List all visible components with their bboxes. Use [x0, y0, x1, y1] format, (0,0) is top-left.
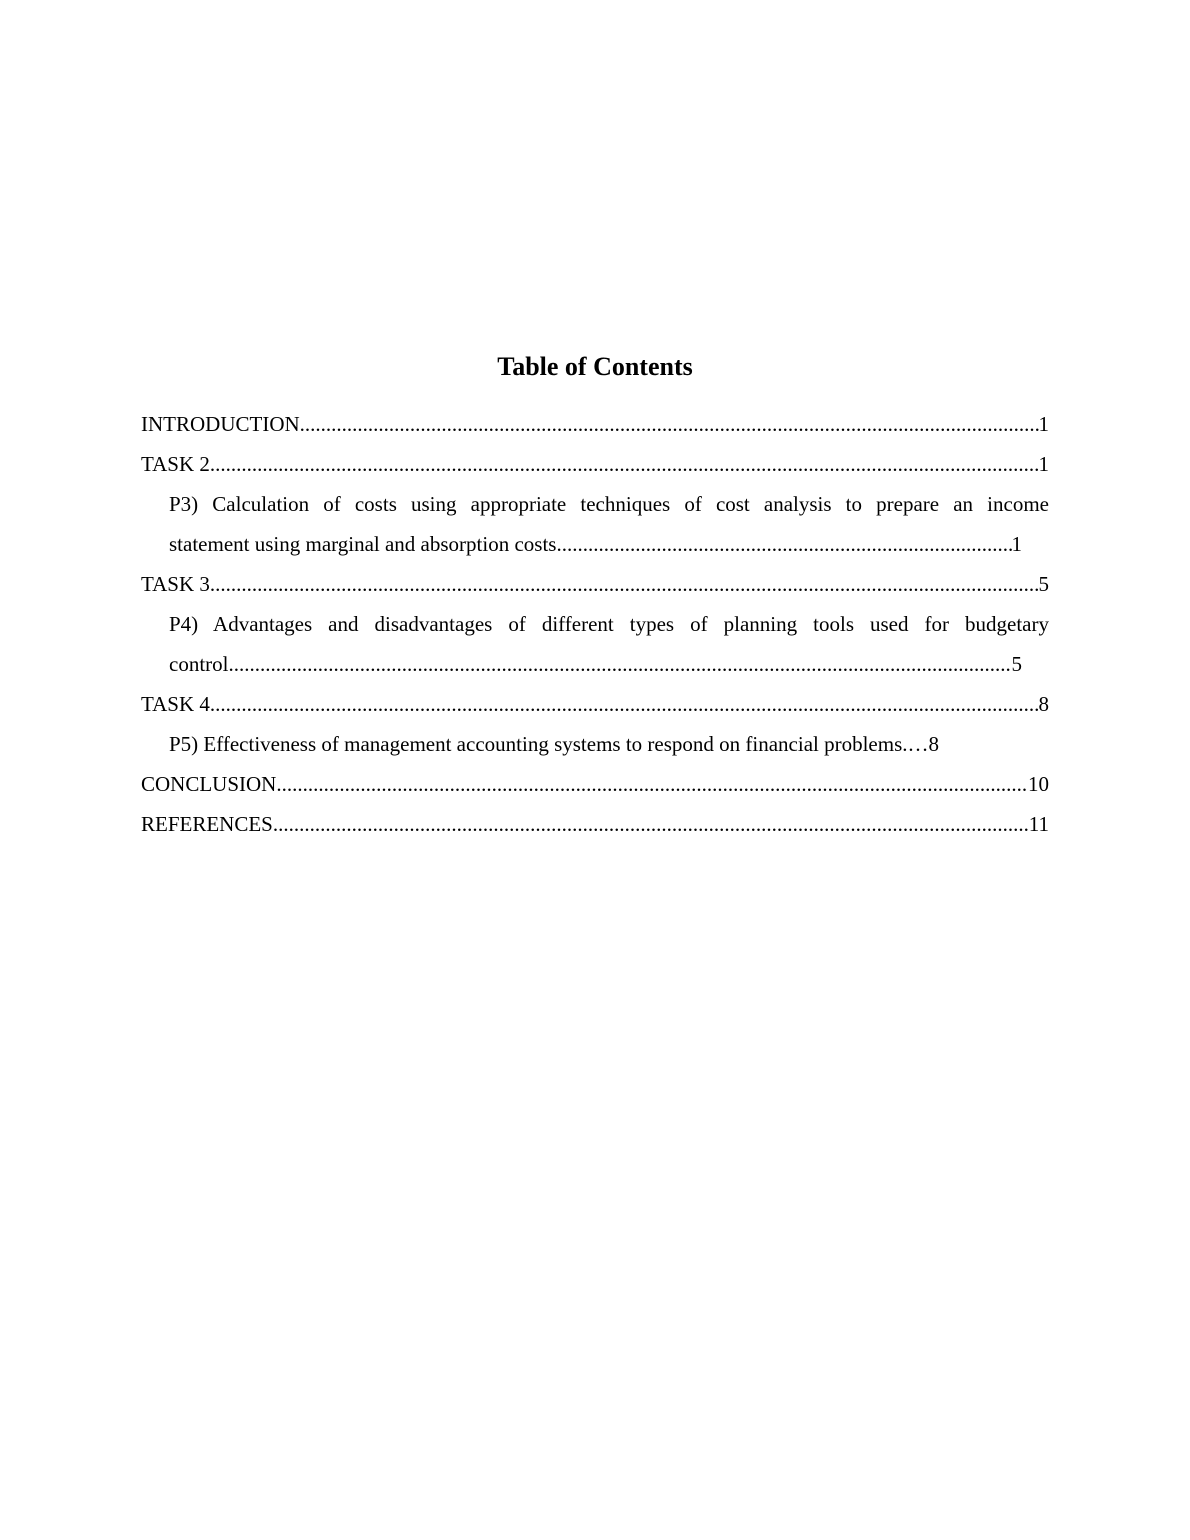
- toc-entry-label-line2-row: [169, 524, 1022, 564]
- toc-entry-label: TASK 4: [141, 692, 210, 716]
- dot-leader: [556, 524, 1011, 564]
- dot-leader: [276, 764, 1028, 804]
- toc-entry-page: 8: [928, 732, 940, 756]
- toc-entry-page: 1: [1038, 412, 1049, 436]
- dot-leader: [210, 684, 1039, 724]
- toc-entry-label-line2-row: [169, 644, 1022, 684]
- toc-entry-label: CONCLUSION: [141, 772, 277, 796]
- toc-entry-page: 11: [1028, 812, 1049, 836]
- toc-entry-label-line1: P3) Calculation of costs using appropriate techniques of cost analysis to prepare an income: [169, 492, 1049, 516]
- toc-entry-task-2[interactable]: [141, 444, 1049, 484]
- dot-leader: [300, 404, 1039, 444]
- toc-entry-task-4[interactable]: [141, 684, 1049, 724]
- toc-entry-conclusion[interactable]: [141, 764, 1049, 804]
- table-of-contents: [141, 404, 1049, 844]
- toc-entry-page: 1: [1038, 452, 1049, 476]
- toc-entry-page: 8: [1038, 692, 1049, 716]
- toc-entry-page: 10: [1028, 772, 1049, 796]
- toc-entry-page: 1: [1011, 532, 1022, 556]
- toc-title: Table of Contents: [497, 352, 693, 381]
- dot-leader: [210, 564, 1039, 604]
- toc-entry-page: 5: [1011, 652, 1022, 676]
- toc-entry-label: REFERENCES: [141, 812, 273, 836]
- toc-entry-label-line1: P4) Advantages and disadvantages of different types of planning tools used for budgetary: [169, 612, 1049, 636]
- dot-leader: [908, 724, 929, 764]
- toc-entry-label-line2: statement using marginal and absorption costs: [169, 532, 557, 556]
- toc-entry-p5[interactable]: [141, 724, 1022, 764]
- dot-leader: [228, 644, 1011, 684]
- toc-entry-label: TASK 2: [141, 452, 210, 476]
- toc-entry-p4[interactable]: [141, 604, 1049, 684]
- toc-entry-p3[interactable]: [141, 484, 1049, 564]
- toc-entry-label: INTRODUCTION: [141, 412, 300, 436]
- toc-entry-label: P5) Effectiveness of management accounting systems to respond on financial problems.: [169, 732, 908, 756]
- dot-leader: [273, 804, 1029, 844]
- toc-entry-introduction[interactable]: [141, 404, 1049, 444]
- toc-entry-task-3[interactable]: [141, 564, 1049, 604]
- toc-entry-label-line2: control: [169, 652, 229, 676]
- dot-leader: [210, 444, 1039, 484]
- toc-entry-label: TASK 3: [141, 572, 210, 596]
- toc-entry-page: 5: [1038, 572, 1049, 596]
- toc-entry-references[interactable]: [141, 804, 1049, 844]
